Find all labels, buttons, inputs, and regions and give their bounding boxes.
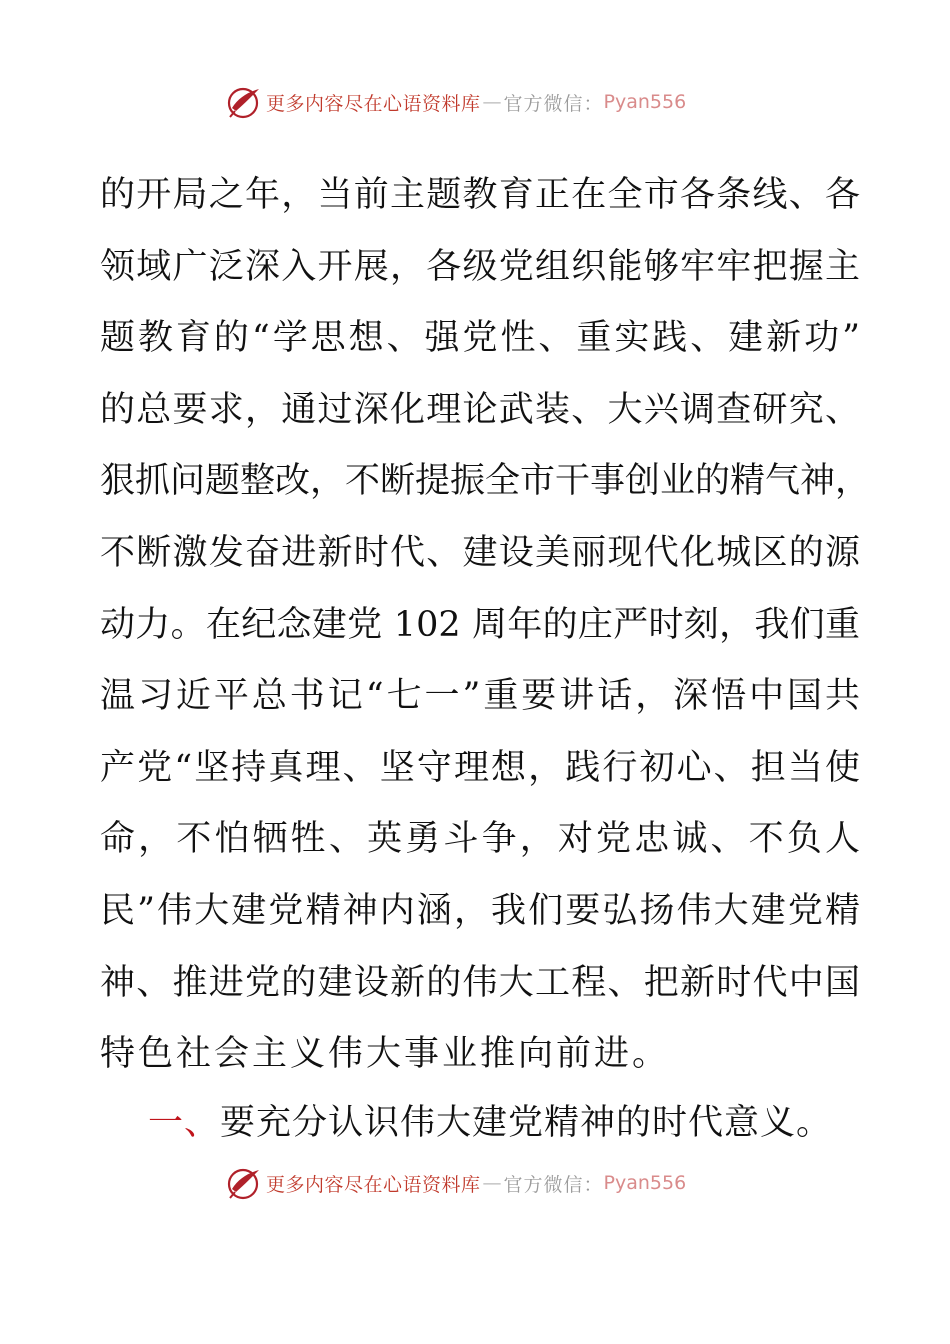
paragraph-line: 动力。在纪念建党 102 周年的庄严时刻，我们重 bbox=[100, 604, 860, 645]
paragraph-line: 神、推进党的建设新的伟大工程、把新时代中国 bbox=[100, 962, 860, 1003]
paragraph-line: 特色社会主义伟大事业推向前进。 bbox=[100, 1034, 671, 1075]
paragraph-line: 命，不怕牺牲、英勇斗争，对党忠诚、不负人 bbox=[100, 819, 860, 860]
section-heading-text: 要充分认识伟大建党精神的时代意义。 bbox=[220, 1103, 833, 1143]
watermark-banner-top bbox=[226, 82, 686, 122]
paragraph-line: 温习近平总书记“七一”重要讲话，深悟中国共 bbox=[100, 676, 860, 717]
paragraph-line: 产党“坚持真理、坚守理想，践行初心、担当使 bbox=[100, 747, 860, 788]
document-paragraph bbox=[100, 160, 871, 1091]
quill-logo-icon bbox=[226, 84, 262, 120]
watermark-wechat-id: Pyan556 bbox=[603, 91, 687, 113]
watermark-wechat-label: 官方微信： bbox=[503, 92, 604, 115]
watermark-wechat-id: Pyan556 bbox=[603, 1172, 687, 1194]
watermark-dash: — bbox=[482, 91, 502, 113]
watermark-wechat-label: 官方微信： bbox=[503, 1173, 604, 1196]
watermark-banner-bottom bbox=[226, 1163, 686, 1203]
paragraph-line: 不断激发奋进新时代、建设美丽现代化城区的源 bbox=[100, 532, 860, 573]
paragraph-line: 题教育的“学思想、强党性、重实践、建新功” bbox=[100, 318, 860, 359]
section-heading bbox=[148, 1088, 832, 1160]
paragraph-line: 的总要求，通过深化理论武装、大兴调查研究、 bbox=[100, 389, 860, 430]
watermark-dash: — bbox=[482, 1172, 502, 1194]
paragraph-line: 狠抓问题整改，不断提振全市干事创业的精气神， bbox=[100, 461, 871, 502]
paragraph-line: 领域广泛深入开展，各级党组织能够牢牢把握主 bbox=[100, 246, 860, 287]
paragraph-line: 的开局之年，当前主题教育正在全市各条线、各 bbox=[100, 175, 860, 215]
quill-logo-icon bbox=[226, 1165, 262, 1201]
section-heading-number: 一、 bbox=[148, 1103, 221, 1143]
paragraph-line: 民”伟大建党精神内涵，我们要弘扬伟大建党精 bbox=[100, 890, 860, 931]
watermark-site-text: 更多内容尽在心语资料库 bbox=[266, 1173, 481, 1196]
watermark-site-text: 更多内容尽在心语资料库 bbox=[266, 92, 481, 115]
